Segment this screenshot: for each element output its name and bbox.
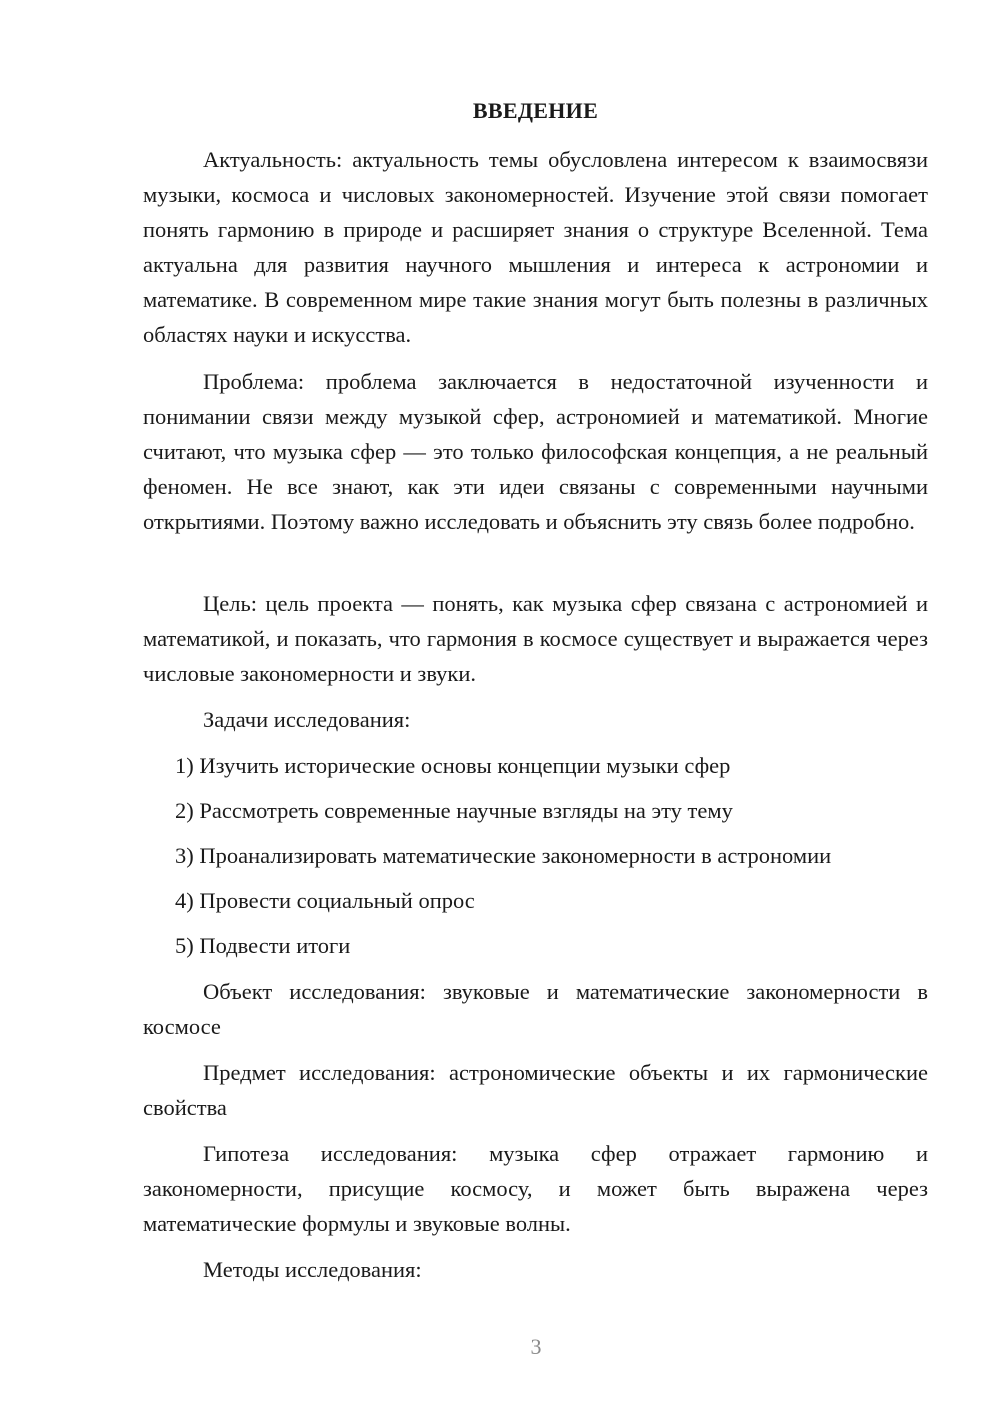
list-item: 1) Изучить исторические основы концепции музыки сфер bbox=[175, 753, 731, 778]
page-number: 3 bbox=[530, 1334, 542, 1359]
subject-paragraph: Предмет исследования: астрономические объекты и их гармонические свойства bbox=[143, 1060, 928, 1120]
page-title: ВВЕДЕНИЕ bbox=[472, 98, 599, 123]
hypothesis-paragraph: Гипотеза исследования: музыка сфер отражает гармонию и закономерности, присущие космосу, и может быть выражена через математические формулы и звуковые волны. bbox=[143, 1141, 928, 1236]
list-item: 4) Провести социальный опрос bbox=[175, 888, 475, 913]
problem-paragraph: Проблема: проблема заключается в недостаточной изученности и понимании связи между музыкой сфер, астрономией и математикой. Многие считают, что музыка сфер — это только философская концепция, а не реальный феномен. Не все знают, как эти идеи связаны с современными научными открытиями. Поэтому важно исследовать и объяснить эту связь более подробно. bbox=[143, 369, 928, 534]
tasks-heading: Задачи исследования: bbox=[203, 707, 411, 732]
list-item: 3) Проанализировать математические закономерности в астрономии bbox=[175, 843, 832, 868]
goal-paragraph: Цель: цель проекта — понять, как музыка сфер связана с астрономией и математикой, и показать, что гармония в космосе существует и выражается через числовые закономерности и звуки. bbox=[143, 591, 928, 686]
object-paragraph: Объект исследования: звуковые и математические закономерности в космосе bbox=[143, 979, 928, 1039]
list-item: 2) Рассмотреть современные научные взгляды на эту тему bbox=[175, 798, 733, 823]
relevance-paragraph: Актуальность: актуальность темы обусловлена интересом к взаимосвязи музыки, космоса и числовых закономерностей. Изучение этой связи помогает понять гармонию в природе и расширяет знания о структуре Вселенной. Тема актуальна для развития научного мышления и интереса к астрономии и математике. В современном мире такие знания могут быть полезны в различных областях науки и искусства. bbox=[143, 147, 928, 347]
methods-heading: Методы исследования: bbox=[203, 1257, 422, 1282]
list-item: 5) Подвести итоги bbox=[175, 933, 351, 958]
